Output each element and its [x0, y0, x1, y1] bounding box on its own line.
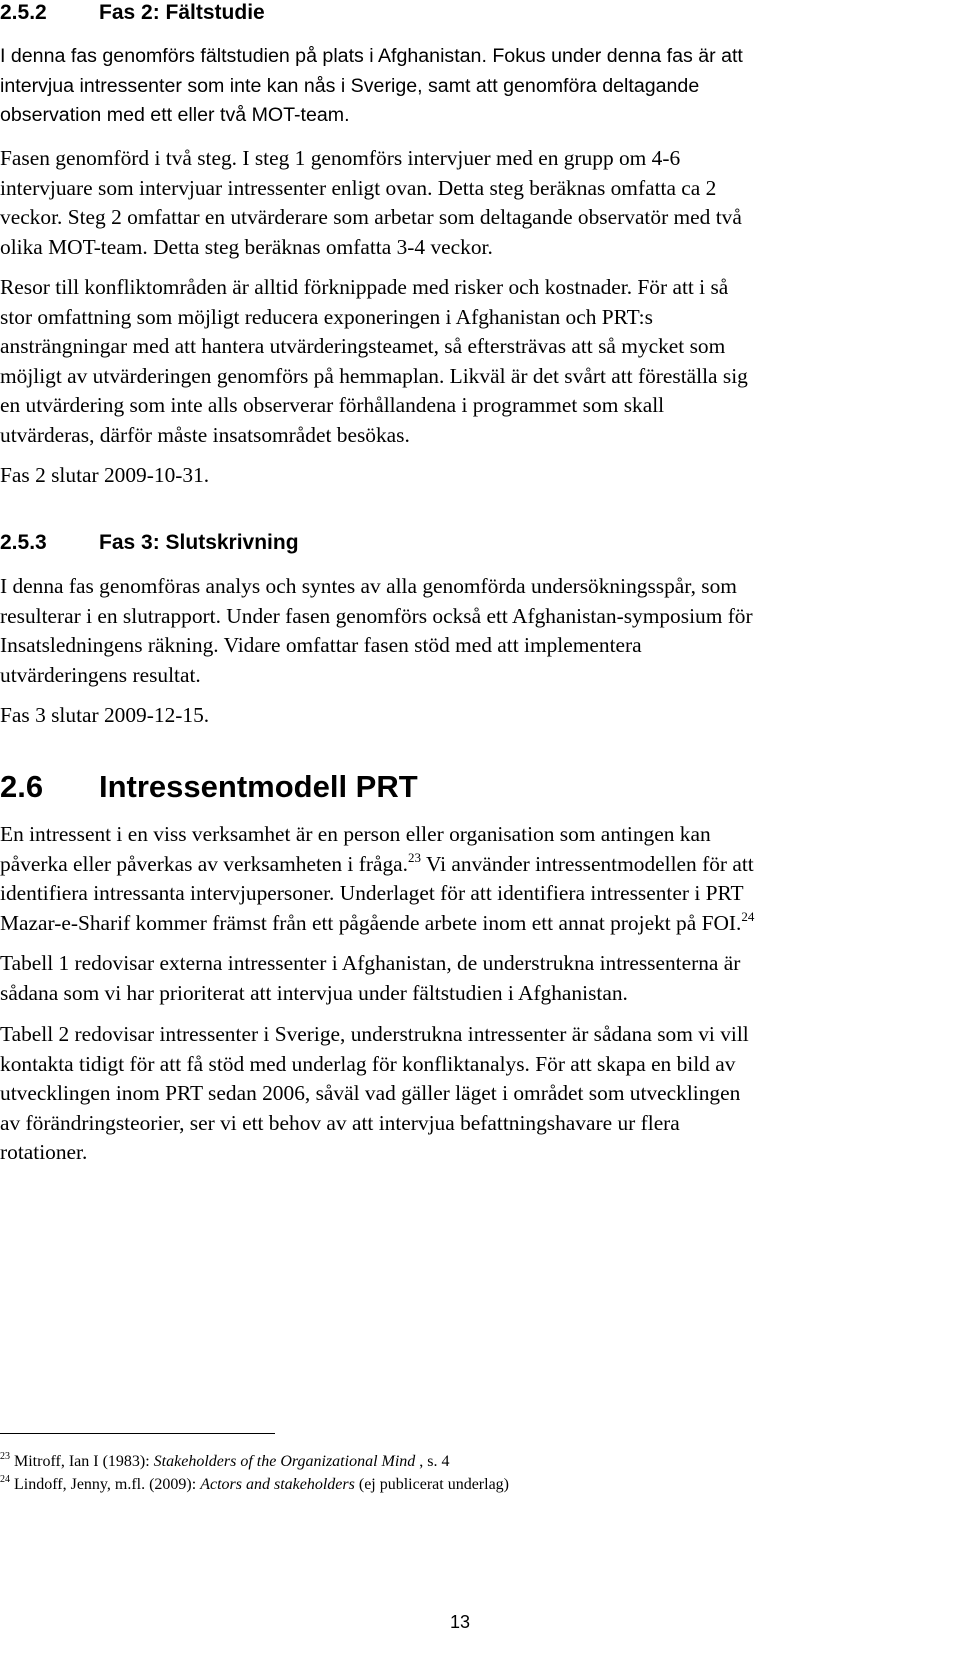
text-line: stor omfattning som möjligt reducera exponeringen i Afghanistan och PRT:s [0, 304, 653, 329]
text-line: I denna fas genomförs fältstudien på plats i Afghanistan. Fokus under denna fas är att [0, 45, 743, 67]
text-line: utvärderas, därför måste insatsområdet besökas. [0, 422, 410, 447]
text-line [0, 909, 754, 939]
footnote-text: Mitroff, Ian I (1983): [14, 1453, 154, 1470]
text-line: resulterar i en slutrapport. Under fasen genomförs också ett Afghanistan-symposium för [0, 603, 753, 628]
section-title: Fas 2: Fältstudie [99, 1, 265, 24]
footnote-reference: 24 [741, 908, 755, 924]
text-line: intervjuare som intervjuar intressenter enligt ovan. Detta steg beräknas omfatta ca 2 [0, 175, 717, 200]
text-fragment: Mazar-e-Sharif kommer främst från ett pågående arbete inom ett annat projekt på FOI. [0, 910, 742, 935]
text-line: veckor. Steg 2 omfattar en utvärderare som arbetar som deltagande observatör med två [0, 205, 742, 229]
text-line: identifiera intressanta intervjupersoner. Underlaget för att identifiera intressenter i PRT [0, 881, 744, 905]
text-line: kontakta tidigt för att få stöd med underlag för konfliktanalys. För att skapa en bild av [0, 1051, 736, 1076]
text-line: olika MOT-team. Detta steg beräknas omfatta 3-4 veckor. [0, 234, 493, 259]
paragraph [0, 1020, 749, 1168]
footnote-number: 24 [0, 1474, 10, 1485]
footnote-text: (ej publicerat underlag) [354, 1476, 510, 1493]
text-line: utvärderingens resultat. [0, 662, 201, 687]
paragraph [0, 701, 209, 731]
text-line: Resor till konfliktområden är alltid förknippade med risker och kostnader. För att i så [0, 275, 729, 299]
paragraph [0, 273, 748, 450]
paragraph [0, 461, 209, 491]
text-line: intervjua intressenter som inte kan nås i Sverige, samt att genomföra deltagande [0, 74, 700, 97]
text-line: Insatsledningens räkning. Vidare omfattar fasen stöd med att implementera [0, 633, 642, 657]
footnote-text: , s. 4 [415, 1453, 450, 1470]
text-line: möjligt av utvärderingen genomförs på hemmaplan. Likväl är det svårt att föreställa sig [0, 363, 748, 388]
section-number: 2.5.3 [0, 531, 47, 554]
footnote-text: Lindoff, Jenny, m.fl. (2009): [14, 1476, 201, 1493]
footnote-reference: 23 [408, 849, 421, 865]
section-number: 2.5.2 [0, 1, 47, 24]
section-heading-2-5-2 [0, 0, 265, 26]
text-line [0, 850, 754, 880]
footnote-title: Actors and stakeholders [200, 1476, 355, 1493]
footnote-title: Stakeholders of the Organizational Mind [153, 1453, 416, 1470]
text-line: en utvärdering som inte alls observerar förhållandena i programmet som skall [0, 393, 665, 417]
text-line: av förändringsteorier, ser vi ett behov av att intervjua befattningshavare ur flera [0, 1110, 680, 1135]
footnote [0, 1452, 450, 1472]
section-heading-2-5-3 [0, 530, 299, 556]
text-line: En intressent i en viss verksamhet är en person eller organisation som antingen kan [0, 822, 711, 846]
text-fragment: påverka eller påverkas av verksamheten i fråga. [0, 851, 408, 876]
footnote-divider [0, 1433, 275, 1434]
paragraph [0, 820, 754, 938]
text-line: Tabell 2 redovisar intressenter i Sverige, understrukna intressenter är sådana som vi vill [0, 1022, 749, 1046]
text-line: I denna fas genomföras analys och syntes av alla genomförda undersökningsspår, som [0, 574, 737, 598]
text-line: ansträngningar med att hantera utvärderingsteamet, så eftersträvas att så mycket som [0, 334, 726, 358]
text-line: Fas 3 slutar 2009-12-15. [0, 703, 210, 727]
text-line: Fas 2 slutar 2009-10-31. [0, 463, 210, 487]
paragraph [0, 949, 740, 1008]
text-fragment: Vi använder intressentmodellen för att [421, 851, 754, 876]
footnote [0, 1475, 509, 1495]
text-line: Tabell 1 redovisar externa intressenter i Afghanistan, de understrukna intressenterna är [0, 951, 741, 975]
section-title: Intressentmodell PRT [99, 769, 418, 804]
paragraph [0, 572, 753, 690]
paragraph [0, 144, 742, 262]
footnote-number: 23 [0, 1451, 10, 1462]
text-line: Fasen genomförd i två steg. I steg 1 genomförs intervjuer med en grupp om 4-6 [0, 146, 681, 170]
paragraph [0, 42, 743, 131]
text-line: rotationer. [0, 1140, 88, 1164]
section-number: 2.6 [0, 769, 44, 804]
section-heading-2-6 [0, 769, 418, 805]
text-line: observation med ett eller två MOT-team. [0, 104, 350, 126]
page-number: 13 [449, 1612, 471, 1632]
section-title: Fas 3: Slutskrivning [99, 531, 299, 554]
text-line: utvecklingen inom PRT sedan 2006, såväl vad gäller läget i området som utvecklingen [0, 1081, 741, 1105]
text-line: sådana som vi har prioriterat att intervjua under fältstudien i Afghanistan. [0, 980, 628, 1005]
